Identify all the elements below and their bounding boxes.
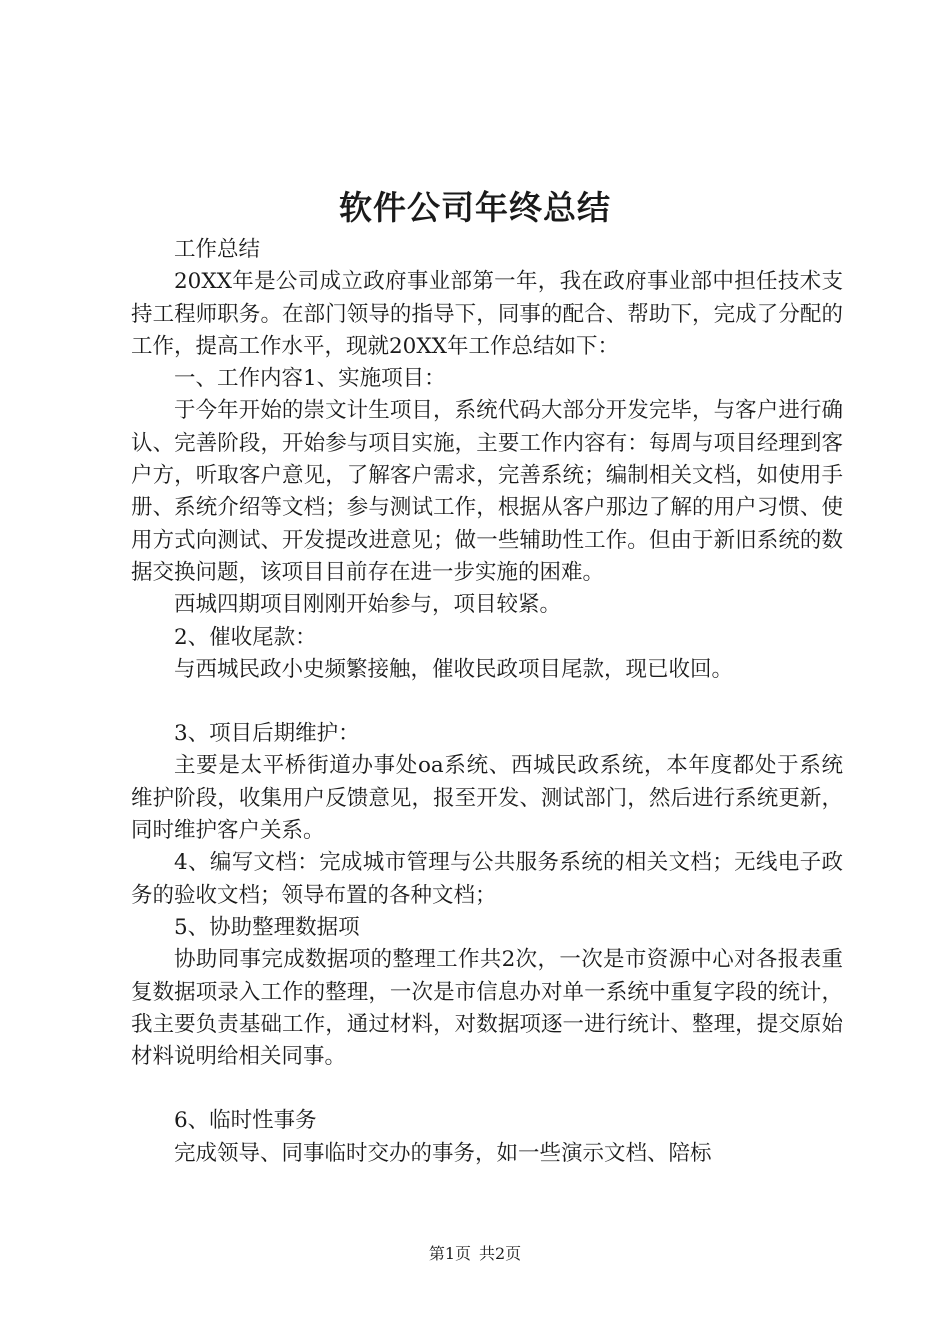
paragraph-section-six: 6、临时性事务 <box>174 1108 317 1134</box>
page-total: 共2页 <box>479 1244 522 1263</box>
paragraph-temporary-tasks: 完成领导、同事临时交办的事务，如一些演示文档、陪标 <box>174 1140 712 1166</box>
paragraph-section-five: 5、协助整理数据项 <box>174 914 360 940</box>
document-title: 软件公司年终总结 <box>339 188 611 227</box>
page-footer <box>0 1243 950 1265</box>
paragraph-implementation: 于今年开始的崇文计生项目，系统代码大部分开发完毕，与客户进行确认、完善阶段，开始参与项目实施，主要工作内容有：每周与项目经理到客户方，听取客户意见，了解客户需求，完善系统；编制相关文档，如使用手册、系统介绍等文档；参与测试工作，根据从客户那边了解的用户习惯、使用方式向测试、开发提改进意见；做一些辅助性工作。但由于新旧系统的数据交换问题，该项目目前存在进一步实施的困难。 <box>131 398 843 585</box>
paragraph-section-three: 3、项目后期维护： <box>174 721 360 747</box>
paragraph-xicheng-phase4: 西城四期项目刚刚开始参与，项目较紧。 <box>174 592 562 618</box>
paragraph-data-items: 协助同事完成数据项的整理工作共2次，一次是市资源中心对各报表重复数据项录入工作的整理，一次是市信息办对单一系统中重复字段的统计，我主要负责基础工作，通过材料，对数据项逐一进行统计、整理，提交原始材料说明给相关同事。 <box>131 947 843 1070</box>
paragraph-section-two: 2、催收尾款： <box>174 624 317 650</box>
paragraph-intro: 20XX年是公司成立政府事业部第一年，我在政府事业部中担任技术支持工程师职务。在部门领导的指导下，同事的配合、帮助下，完成了分配的工作，提高工作水平，现就20XX年工作总结如下： <box>131 269 843 359</box>
paragraph-section-one: 一、工作内容1、实施项目： <box>174 366 446 392</box>
document-body <box>131 234 843 1170</box>
paragraph-documents: 4、编写文档：完成城市管理与公共服务系统的相关文档；无线电子政务的验收文档；领导布置的各种文档； <box>131 850 843 908</box>
paragraph-maintenance: 主要是太平桥街道办事处oa系统、西城民政系统，本年度都处于系统维护阶段，收集用户反馈意见，报至开发、测试部门，然后进行系统更新，同时维护客户关系。 <box>131 753 843 844</box>
paragraph-heading-summary: 工作总结 <box>174 237 261 262</box>
page-number: 第1页 <box>428 1244 471 1263</box>
paragraph-collection: 与西城民政小史频繁接触，催收民政项目尾款，现已收回。 <box>174 656 734 682</box>
